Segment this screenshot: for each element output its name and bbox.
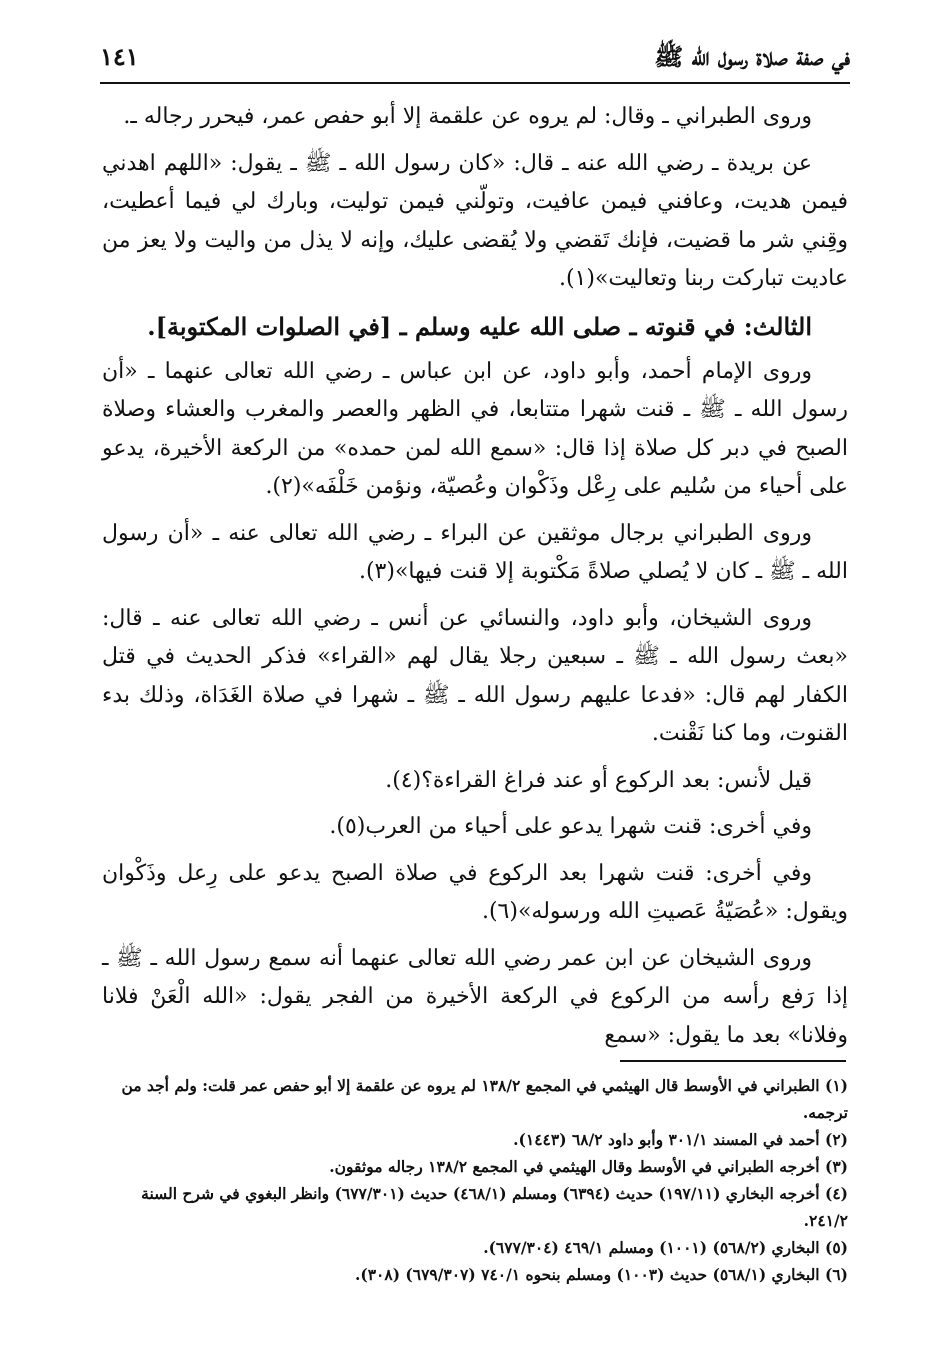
paragraph: وروى الشيخان، وأبو داود، والنسائي عن أنس ـ رضي الله تعالى عنه ـ قال: «بعث رسول الله ـ ﷺ ـ سبعين رجلا يقال لهم «القراء» فذكر الحديث في قتل الكفار لهم قال: «فدعا عليهم رسول الله ـ ﷺ ـ شهرا في صلاة الغَدَاة، وذلك بدء القنوت، وما كنا نَقْنت. xyxy=(102,605,848,746)
main-text xyxy=(102,98,848,1063)
paragraph: وفي أخرى: قنت شهرا بعد الركوع في صلاة الصبح يدعو على رِعل وذَكْوان ويقول: «عُصَيّةُ عَصيتِ الله ورسوله»(٦). xyxy=(102,860,848,924)
paragraph: وروى الشيخان عن ابن عمر رضي الله تعالى عنهما أنه سمع رسول الله ـ ﷺ ـ إذا رَفع رأسه من الركوع في الركعة الأخيرة من الفجر يقول: «الله الْعَنْ فلانا وفلانا» بعد ما يقول: «سمع xyxy=(102,945,848,1048)
footnote: (٢) أحمد في المسند ٣٠١/١ وأبو داود ٦٨/٢ (١٤٤٣). xyxy=(513,1130,848,1149)
paragraph: وروى الإمام أحمد، وأبو داود، عن ابن عباس ـ رضي الله تعالى عنهما ـ «أن رسول الله ـ ﷺ ـ قنت شهرا متتابعا، في الظهر والعصر والمغرب والعشاء وصلاة الصبح في دبر كل صلاة إذا قال: «سمع الله لمن حمده» من الركعة الأخيرة، يدعو على أحياء من سُليم على رِعْل وذَكْوان وعُصيّة، ونؤمن خَلْفَه»(٢). xyxy=(102,358,848,499)
page-number: ١٤١ xyxy=(100,42,139,71)
footnotes xyxy=(102,1072,848,1288)
footnote: (٣) أخرجه الطبراني في الأوسط وقال الهيثمي في المجمع ١٣٨/٢ رجاله موثقون. xyxy=(329,1157,848,1176)
paragraph: وروى الطبراني ـ وقال: لم يروه عن علقمة إلا أبو حفص عمر، فيحرر رجاله ـ. xyxy=(123,104,812,129)
section-heading: الثالث: في قنوته ـ صلى الله عليه وسلم ـ [في الصلوات المكتوبة]. xyxy=(147,311,812,341)
footnote: (٦) البخاري (٥٦٨/١) حديث (١٠٠٣) ومسلم بنحوه ٧٤٠/١ (٦٧٩/٣٠٧) (٣٠٨). xyxy=(354,1265,848,1284)
footnote-separator xyxy=(620,1060,846,1062)
running-title: في صفة صلاة رسول الله ﷺ xyxy=(654,42,850,71)
page-header xyxy=(100,38,850,84)
paragraph: وروى الطبراني برجال موثقين عن البراء ـ رضي الله تعالى عنه ـ «أن رسول الله ـ ﷺ ـ كان لا يُصلي صلاةً مَكْتوبة إلا قنت فيها»(٣). xyxy=(102,520,848,584)
footnote: (١) الطبراني في الأوسط قال الهيثمي في المجمع ١٣٨/٢ لم يروه عن علقمة إلا أبو حفص عمر قلت: ولم أجد من ترجمه. xyxy=(121,1076,848,1122)
paragraph: عن بريدة ـ رضي الله عنه ـ قال: «كان رسول الله ـ ﷺ ـ يقول: «اللهم اهدني فيمن هديت، وعافني فيمن عافيت، وتولّني فيمن توليت، وبارك لي فيما أعطيت، وقِني شر ما قضيت، فإنك تَقضي ولا يُقضى عليك، وإنه لا يذل من واليت ولا يعز من عاديت تباركت ربنا وتعاليت»(١). xyxy=(102,150,848,291)
footnote: (٤) أخرجه البخاري (١٩٧/١١) حديث (٦٣٩٤) ومسلم (٤٦٨/١) حديث (٦٧٧/٣٠١) وانظر البغوي في شرح السنة ٢٤١/٢. xyxy=(141,1184,848,1230)
paragraph: قيل لأنس: بعد الركوع أو عند فراغ القراءة؟(٤). xyxy=(385,767,812,793)
footnote: (٥) البخاري (٥٦٨/٢) (١٠٠١) ومسلم ٤٦٩/١ (٦٧٧/٣٠٤). xyxy=(483,1238,848,1257)
paragraph: وفي أخرى: قنت شهرا يدعو على أحياء من العرب(٥). xyxy=(329,814,812,839)
